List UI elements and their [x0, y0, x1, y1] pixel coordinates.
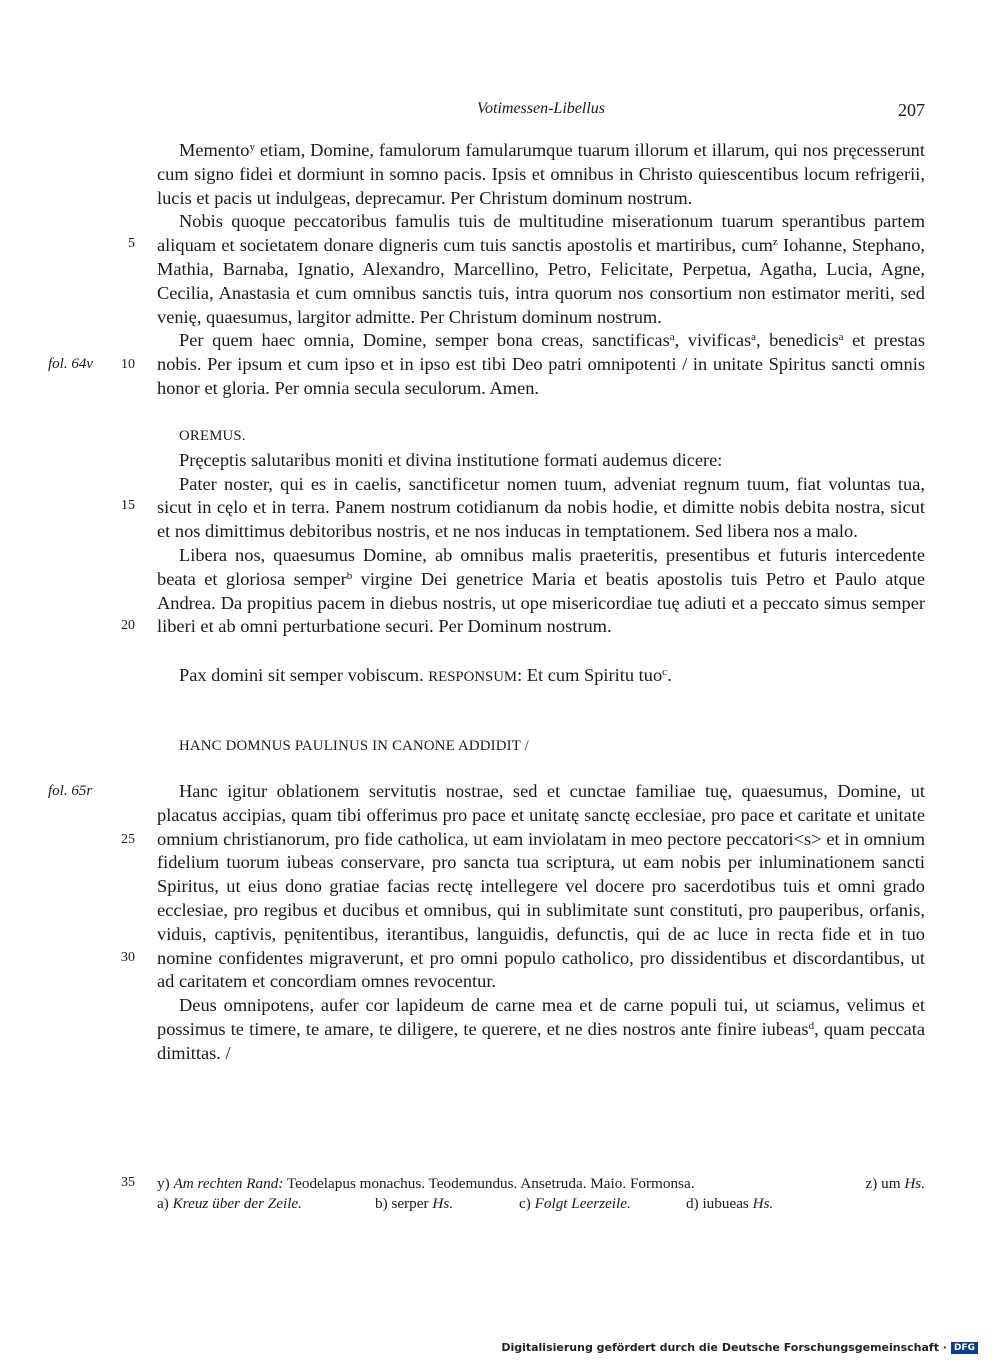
- text-block-hanc: [157, 780, 925, 1066]
- page-number: 207: [898, 100, 925, 120]
- paragraph: Pręceptis salutaribus moniti et divina institutione formati audemus dicere:: [179, 449, 723, 470]
- digitization-credit: Digitalisierung gefördert durch die Deutsche Forschungsgemeinschaft · DFG: [501, 1341, 978, 1354]
- paragraph: Memento$^y$ etiam, Domine, famulorum famularumque tuarum illorum et illarum, qui nos pręcesserunt cum signo fidei et dormiunt in somno pacis. Ipsis et omnibus in Christo quiescentibus locum refrigerii, lucis et pacis ut indulgeas, deprecamur. Per Christum dominum nostrum.: [157, 140, 925, 208]
- footnotes: [157, 1174, 925, 1214]
- text-block-hanc-heading: [157, 735, 925, 759]
- line-number: 30: [121, 950, 135, 965]
- footnote-b: b) serper Hs.: [375, 1195, 454, 1212]
- text-block-pax: [157, 664, 925, 690]
- footnote-d: d) iubueas Hs.: [686, 1195, 774, 1212]
- page-header: [157, 100, 925, 124]
- paragraph: Libera nos, quaesumus Domine, ab omnibus malis praeteritis, presentibus et futuris intercedente beata et gloriosa semper$^b$ virgine Dei genetrice Maria et beatis apostolis tuis Petro et Paulo atque Andrea. Da propitius pacem in diebus nostris, ut ope misericordiae tuę adiuti et a peccato simus semper liberi et ab omni perturbatione securi. Per Dominum nostrum.: [157, 544, 925, 637]
- text-block-oremus: [157, 425, 925, 639]
- footnote-c: c) Folgt Leerzeile.: [519, 1195, 631, 1212]
- footnote-y: y) Am rechten Rand: Teodelapus monachus. Teodemundus. Ansetruda. Maio. Formonsa.: [157, 1175, 695, 1192]
- paragraph: Hanc igitur oblationem servitutis nostrae, sed et cunctae familiae tuę, quaesumus, Domine, ut placatus accipias, quam tibi offerimus pro pace et unitatę sanctę ecclesiae, pro pace et caritate et unitate omnium christianorum, pro fide catholica, ut eam inviolatam in meo pectore peccatori<s> et in omnium fidelium tuorum iubeas conservare, pro sancta tua scriptura, ut eam nobis per inluminationem sancti Spiritus, ut eius dono gratiae facias rectę intellegere vel docere pro sacerdotibus tuis et omni grado ecclesiae, pro regibus et ducibus et omnibus, qui in sublimitate sunt constituti, pro pauperibus, orfanis, viduis, captivis, pęnitentibus, iterantibus, languidis, defunctis, qui de ac luce in recta fide et in tuo nomine confidentes migraverunt, et pro omni populo catholico, pro dissidentibus et discordantibus, ut ad caritatem et concordiam omnes revocentur.: [157, 781, 925, 992]
- paragraph: Per quem haec omnia, Domine, semper bona creas, sanctificas$^a$, vivificas$^a$, benedicis$^a$ et prestas nobis. Per ipsum et cum ipso et in ipso est tibi Deo patri omnipotenti / in unitate Spiritus sancti omnis honor et gloria. Per omnia secula seculorum. Amen.: [157, 330, 925, 398]
- footnote-row: [157, 1174, 925, 1194]
- paragraph: Nobis quoque peccatoribus famulis tuis de multitudine miserationum tuarum sperantibus partem aliquam et societatem donare digneris cum tuis sanctis apostolis et martiribus, cum$^z$ Iohanne, Stephano, Mathia, Barnaba, Ignatio, Alexandro, Marcellino, Petro, Felicitate, Perpetua, Agatha, Lucia, Agne, Cecilia, Anastasia et cum omnibus sanctis tuis, intra quorum nos consortium non estimator meriti, sed venię, quaesumus, largitor admitte. Per Christum dominum nostrum.: [157, 211, 925, 327]
- line-number: 20: [121, 618, 135, 633]
- paragraph: Pax domini sit semper vobiscum. RESPONSUM: Et cum Spiritu tuo$^c$.: [179, 665, 672, 685]
- paragraph: Pater noster, qui es in caelis, sanctificetur nomen tuum, adveniat regnum tuum, fiat voluntas tua, sicut in cęlo et in terra. Panem nostrum cotidianum da nobis hodie, et dimitte nobis debita nostra, sicut et nos dimittimus debitoribus nostris, et ne nos inducas in temptationem. Sed libera nos a malo.: [157, 473, 925, 542]
- section-heading: OREMUS.: [179, 428, 246, 444]
- dfg-logo-icon: DFG: [951, 1342, 978, 1354]
- line-number: 10: [121, 357, 135, 372]
- line-number: 25: [121, 832, 135, 847]
- line-number: 15: [121, 498, 135, 513]
- running-title: Votimessen-Libellus: [477, 100, 605, 117]
- footnote-z: z) um Hs.: [865, 1175, 925, 1192]
- folio-note: fol. 65r: [48, 783, 93, 799]
- section-heading: HANC DOMNUS PAULINUS IN CANONE ADDIDIT /: [179, 738, 529, 754]
- text-block-memento: [157, 139, 925, 401]
- paragraph: Deus omnipotens, aufer cor lapideum de carne mea et de carne populi tui, ut sciamus, velimus et possimus te timere, te amare, te diligere, te querere, et ne dies nostros ante finire iubeas$^d$, quam peccata dimittas. /: [157, 995, 925, 1063]
- footnote-a: a) Kreuz über der Zeile.: [157, 1195, 302, 1212]
- line-number: 35: [121, 1175, 135, 1190]
- line-number: 5: [128, 236, 135, 251]
- footnote-row: [157, 1194, 925, 1214]
- folio-note: fol. 64v: [48, 356, 93, 372]
